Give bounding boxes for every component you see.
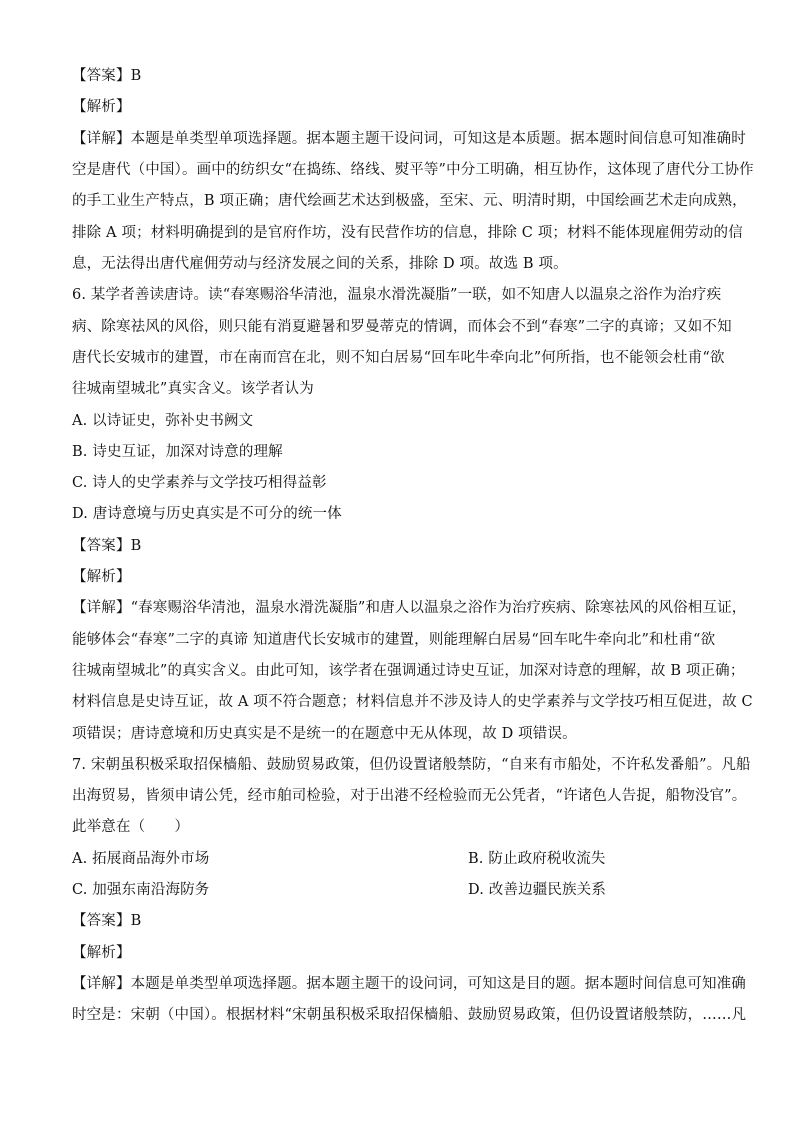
q7-answer: 【答案】B (72, 913, 142, 929)
q6-option-a: A. 以诗证史，弥补史书阙文 (72, 413, 254, 429)
q6-stem-line: 6. 某学者善读唐诗。读“春寒赐浴华清池，温泉水滑洗凝脂”一联，如不知唐人以温泉之浴作为治疗疾 (72, 287, 722, 303)
q5-detail-line: 息，无法得出唐代雇佣劳动与经济发展之间的关系，排除 D 项。故选 B 项。 (72, 256, 568, 272)
q6-option-b: B. 诗史互证，加深对诗意的理解 (72, 444, 283, 460)
q6-stem-line: 唐代长安城市的建置，市在南而宫在北，则不知白居易“回车叱牛牵向北”何所指，也不能领会杜甫“欲 (72, 350, 725, 366)
q6-answer: 【答案】B (72, 538, 142, 554)
q6-option-d: D. 唐诗意境与历史真实是不可分的统一体 (72, 506, 342, 522)
q5-detail-line: 【详解】本题是单类型单项选择题。据本题主题干设问词，可知这是本质题。据本题时间信息可知准确时 (72, 131, 746, 147)
q7-stem-line: 出海贸易，皆须申请公凭，经市舶司检验，对于出港不经检验而无公凭者，“许诸色人告捉，船物没官”。 (72, 788, 747, 804)
q7-stem-line: 7. 宋朝虽积极采取招保樯船、鼓励贸易政策，但仍设置诸般禁防，“自来有市船处，不许私发番船”。凡船 (72, 757, 751, 773)
q6-detail-line: 【详解】“春寒赐浴华清池，温泉水滑洗凝脂”和唐人以温泉之浴作为治疗疾病、除寒祛风的风俗相互证， (72, 600, 747, 616)
q7-detail-line: 时空是：宋朝（中国）。根据材料“宋朝虽积极采取招保樯船、鼓励贸易政策，但仍设置诸般禁防，……凡 (72, 1007, 747, 1023)
q7-option-b: B. 防止政府税收流失 (468, 851, 606, 867)
q6-detail-line: 往城南望城北”的真实含义。由此可知，该学者在强调通过诗史互证，加深对诗意的理解，故 B 项正确； (72, 663, 745, 679)
q7-option-c: C. 加强东南沿海防务 (72, 882, 210, 898)
q5-detail-line: 排除 A 项；材料明确提到的是官府作坊，没有民营作坊的信息，排除 C 项；材料不能体现雇佣劳动的信 (72, 225, 743, 241)
q5-detail-line: 的手工业生产特点，B 项正确；唐代绘画艺术达到极盛，至宋、元、明清时期，中国绘画艺术走向成熟， (72, 193, 747, 209)
q5-answer: 【答案】B (72, 68, 142, 84)
q5-detail-line: 空是唐代（中国）。画中的纺织女“在捣练、络线、熨平等”中分工明确，相互协作，这体现了唐代分工协作 (72, 162, 754, 178)
q7-options-row (72, 850, 732, 868)
q6-detail-line: 材料信息是史诗互证，故 A 项不符合题意；材料信息并不涉及诗人的史学素养与文学技巧相互促进，故 C (72, 694, 753, 710)
q7-stem-line: 此举意在（ ） (72, 819, 190, 835)
q6-detail-line: 项错误；唐诗意境和历史真实是不是统一的在题意中无从体现，故 D 项错误。 (72, 726, 577, 742)
q7-option-d: D. 改善边疆民族关系 (468, 882, 606, 898)
q7-options-row (72, 881, 732, 899)
q6-detail-line: 能够体会“春寒”二字的真谛 知道唐代长安城市的建置，则能理解白居易“回车叱牛牵向北”和杜甫“欲 (72, 632, 716, 648)
q6-analysis-label: 【解析】 (72, 569, 131, 585)
q7-option-a: A. 拓展商品海外市场 (72, 851, 210, 867)
q6-stem-line: 往城南望城北”真实含义。该学者认为 (72, 381, 314, 397)
q6-option-c: C. 诗人的史学素养与文学技巧相得益彰 (72, 475, 327, 491)
q6-stem-line: 病、除寒祛风的风俗，则只能有消夏避暑和罗曼蒂克的情调，而体会不到“春寒”二字的真谛；又如不知 (72, 319, 732, 335)
q7-analysis-label: 【解析】 (72, 945, 131, 961)
q7-detail-line: 【详解】本题是单类型单项选择题。据本题主题干的设问词，可知这是目的题。据本题时间信息可知准确 (72, 976, 746, 992)
q5-analysis-label: 【解析】 (72, 99, 131, 115)
